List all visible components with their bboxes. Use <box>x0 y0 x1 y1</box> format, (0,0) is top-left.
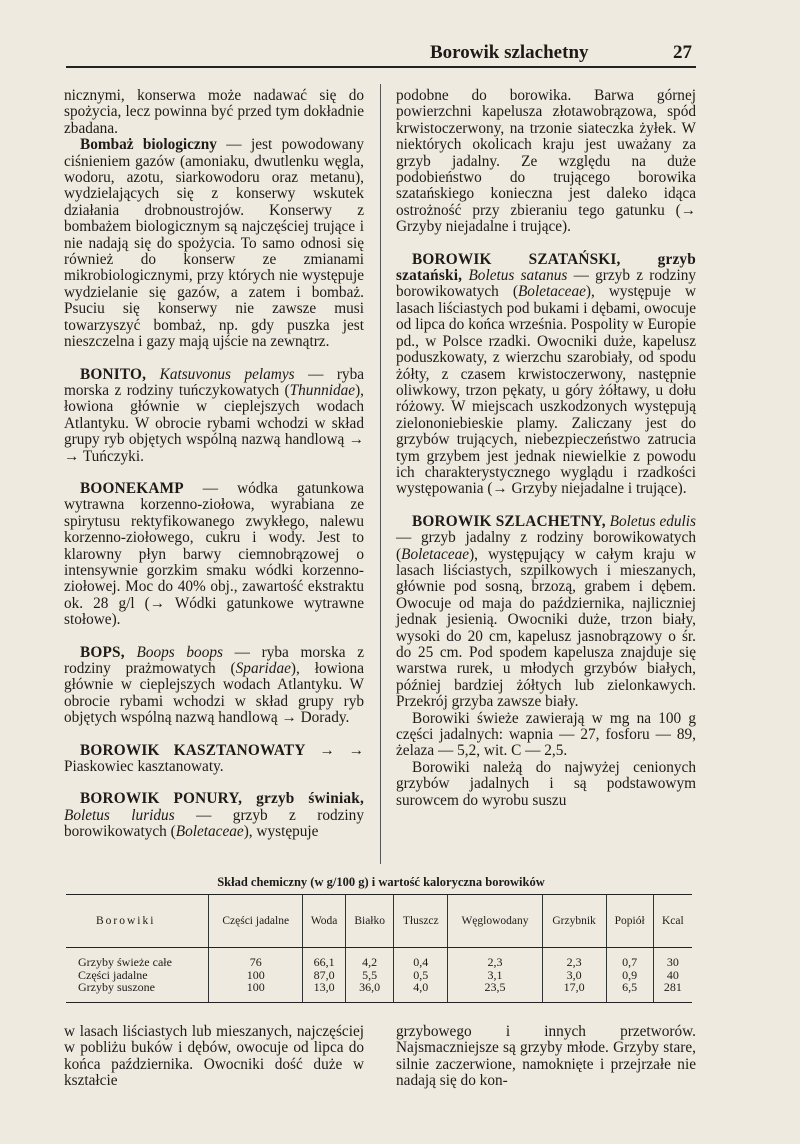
entry-borowik-ponury: BOROWIK PONURY, grzyb świniak, Boletus luridus — grzyb z rodziny borowikowatych (Boletaceae), występuje <box>64 790 364 841</box>
table-header: Grzybnik <box>542 895 606 948</box>
table-header-row <box>66 895 692 948</box>
column-divider <box>380 84 381 864</box>
entry-bombaz: Bombaż biologiczny — jest powodowany ciśnieniem gazów (amoniaku, dwutlenku węgla, wodoru, azotu, siarkowodoru oraz metanu), wydzielających się z konserwy wskutek działania drobnoustrojów. Konserwy z bombażem biologicznym są najczęściej trujące i nie nadają się do spożycia. To samo odnosi się również do konserw ze zmianami mikrobiologicznymi, przy których nie występuje wydzielanie się gazów, a zatem i bombaż. Psuciu się konserwy nie zawsze musi towarzyszyć bombaż, np. gdy puszka jest nieszczelna i gazy mają ujście na zewnątrz. <box>64 136 364 351</box>
entry-head: BOROWIK SZATAŃSKI, grzyb szatański, <box>396 250 696 285</box>
entry-bops: BOPS, Boops boops — ryba morska z rodziny prażmowatych (Sparidae), łowiona głównie w cieplejszych wodach Atlantyku. W obrocie rybami wchodzi w skład grupy ryb objętych wspólną nazwą handlową → Dorady. <box>64 643 364 727</box>
table-cell: 4,2 <box>346 948 394 969</box>
entry-head: BOROWIK SZLACHETNY, <box>412 512 606 530</box>
table-header: Tłuszcz <box>394 895 448 948</box>
table-cell: 6,5 <box>606 981 653 1002</box>
left-column <box>64 88 364 841</box>
paragraph-continuation: podobne do borowika. Barwa górnej powierzchni kapelusza złotawobrązowa, spód krwistoczerwony, na trzonie siateczka żyłek. W niektórych okolicach kraju jest uważany za grzyb jadalny. Ze względu na duże podobieństwo do trującego borowika szatańskiego konieczna jest daleko idąca ostrożność przy zbieraniu tego gatunku (→ Grzyby niejadalne i trujące). <box>396 87 696 236</box>
table-header: Części jadalne <box>209 895 303 948</box>
paragraph-value: Borowiki należą do najwyżej cenionych grzybów jadalnych i są podstawowym surowcem do wyrobu suszu <box>396 758 696 809</box>
table-cell: 100 <box>209 969 303 982</box>
table-cell: 100 <box>209 981 303 1002</box>
entry-borowik-szatanski: BOROWIK SZATAŃSKI, grzyb szatański, Boletus satanus — grzyb z rodziny borowikowatych (Boletaceae), występuje w lasach liściastych pod bukami i dębami, owocuje od lipca do końca września. Pospolity w Europie pd., w Polsce rzadki. Owocniki duże, kapelusz poduszkowaty, z wierzchu szarobiały, od spodu żółty, z czasem krwistoczerwony, następnie oliwkowy, trzon pękaty, u góry żółtawy, u dołu różowy. W miejscach uszkodzonych występują zielononiebieskie plamy. Zaliczany jest do grzybów trujących, niebezpieczeństwo zatrucia tym grzybem jest jednak niewielkie z powodu ich charakterystycznego wyglądu i rzadkości występowania (→ Grzyby niejadalne i trujące). <box>396 250 696 498</box>
table-caption: Skład chemiczny (w g/100 g) i wartość kaloryczna borowików <box>217 875 545 889</box>
bottom-left-column <box>64 1024 364 1090</box>
table-header: Woda <box>303 895 346 948</box>
page-number: 27 <box>673 42 692 63</box>
paragraph-continuation: nicznymi, konserwa może nadawać się do spożycia, lecz powinna być przed tym dokładnie zbadana. <box>64 87 364 137</box>
table-cell: 3,1 <box>448 969 542 982</box>
table-header: Borowiki <box>66 895 209 948</box>
table-header: Popiół <box>606 895 653 948</box>
table-cell: 40 <box>653 969 692 982</box>
table-cell: 36,0 <box>346 981 394 1002</box>
table-header: Białko <box>346 895 394 948</box>
table-cell: 13,0 <box>303 981 346 1002</box>
table-cell: 0,9 <box>606 969 653 982</box>
row-label: Grzyby suszone <box>66 981 209 1002</box>
table-cell: 2,3 <box>448 948 542 969</box>
composition-table <box>66 894 692 1003</box>
entry-head: Bombaż biologiczny <box>80 136 217 154</box>
entry-head: BOROWIK PONURY, grzyb świniak, <box>80 790 364 808</box>
entry-head: BOPS, <box>80 643 125 661</box>
table-cell: 30 <box>653 948 692 969</box>
table-cell: 87,0 <box>303 969 346 982</box>
bottom-right-column <box>396 1024 696 1090</box>
table-cell: 0,5 <box>394 969 448 982</box>
table-cell: 23,5 <box>448 981 542 1002</box>
paragraph-continuation: grzybowego i innych przetworów. Najsmaczniejsze są grzyby młode. Grzyby stare, silnie zaczerwione, namoknięte i przejrzałe nie nadają się do kon- <box>396 1023 696 1090</box>
entry-bonito: BONITO, Katsuvonus pelamys — ryba morska z rodziny tuńczykowatych (Thunnidae), łowiona głównie w cieplejszych wodach Atlantyku. W obrocie rybami wchodzi w skład grupy ryb objętych wspólną nazwą handlową → → Tuńczyki. <box>64 365 365 465</box>
table-header: Kcal <box>653 895 692 948</box>
table-cell: 17,0 <box>542 981 606 1002</box>
table-cell: 66,1 <box>303 948 346 969</box>
entry-borowik-kasztanowaty: BOROWIK KASZTANOWATY → → Piaskowiec kasztanowaty. <box>64 741 365 776</box>
table-header: Węglowodany <box>448 895 542 948</box>
entry-head: BOONEKAMP <box>80 479 184 497</box>
header-rule <box>66 66 696 68</box>
table-cell: 4,0 <box>394 981 448 1002</box>
table-row <box>66 981 692 1002</box>
paragraph-continuation: w lasach liściastych lub mieszanych, najczęściej w pobliżu buków i dębów, owocuje od lipca do końca października. Owocniki dość duże w kształcie <box>64 1023 364 1090</box>
table-cell: 2,3 <box>542 948 606 969</box>
entry-boonekamp: BOONEKAMP — wódka gatunkowa wytrawna korzenno-ziołowa, wyrabiana ze spirytusu rektyfikowanego zwykłego, nalewu korzenno-ziołowego, cukru i wody. Jest to klarowny płyn barwy ciemnobrązowej o intensywnie gorzkim smaku wódki korzenno-ziołowej. Moc do 40% obj., zawartość ekstraktu ok. 28 g/l (→ Wódki gatunkowe wytrawne stołowe). <box>64 479 364 629</box>
table-row <box>66 948 692 969</box>
entry-borowik-szlachetny: BOROWIK SZLACHETNY, Boletus edulis — grzyb jadalny z rodziny borowikowatych (Boletaceae), występujący w całym kraju w lasach liściastych, szpilkowych i mieszanych, głównie pod sosną, brzozą, grabem i dębem. Owocuje od maja do października, najliczniej jednak jesienią. Owocniki duże, trzon biały, wysoki do 20 cm, kapelusz jasnobrązowy o śr. do 25 cm. Pod spodem kapelusza znajduje się warstwa rurek, u młodych grzybów białych, później bardziej żółtych lub zielonkawych. Przekrój grzyba zawsze biały. <box>396 512 696 711</box>
table-cell: 5,5 <box>346 969 394 982</box>
paragraph-nutrition: Borowiki świeże zawierają w mg na 100 g części jadalnych: wapnia — 27, fosforu — 89, żelaza — 5,2, wit. C — 2,5. <box>396 709 696 760</box>
table-cell: 0,4 <box>394 948 448 969</box>
row-label: Części jadalne <box>78 967 148 982</box>
table-cell: 76 <box>209 948 303 969</box>
table-cell: 281 <box>653 981 692 1002</box>
right-column <box>396 88 696 809</box>
running-head-title: Borowik szlachetny <box>430 42 589 63</box>
entry-head: BOROWIK KASZTANOWATY <box>80 741 306 759</box>
table-cell: 0,7 <box>606 948 653 969</box>
running-head <box>430 42 692 64</box>
table-cell: 3,0 <box>542 969 606 982</box>
entry-head: BONITO, <box>80 365 147 383</box>
row-label: Grzyby świeże całe <box>78 955 172 969</box>
